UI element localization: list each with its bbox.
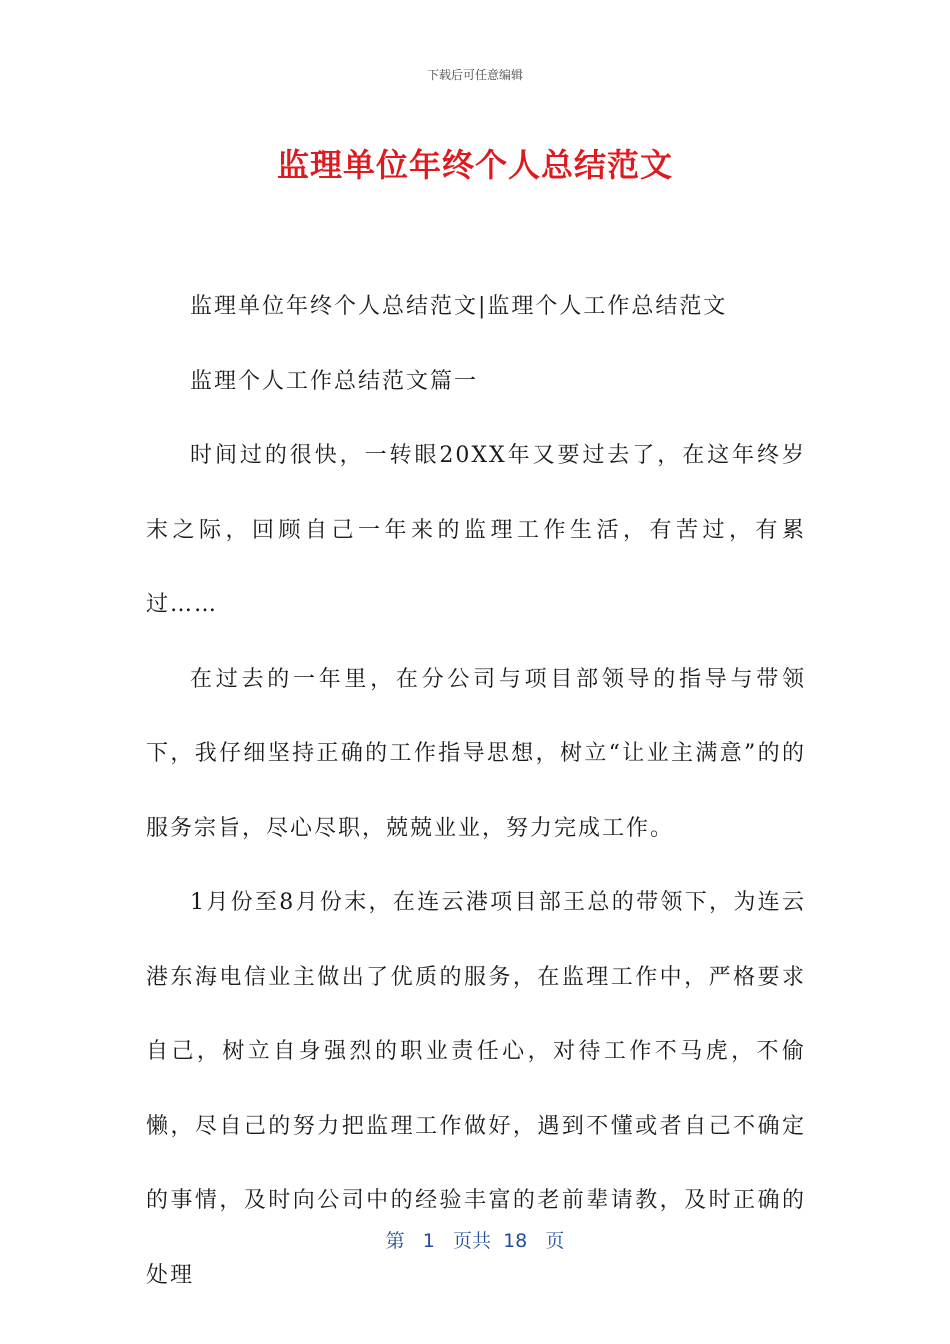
- page-label-prefix: 第: [385, 1230, 405, 1252]
- page-footer: [0, 1226, 950, 1253]
- current-page-number: 1: [422, 1230, 435, 1252]
- paragraph-work-details: 1月份至8月份末，在连云港项目部王总的带领下，为连云港东海电信业主做出了优质的服务，在监理工作中，严格要求自己，树立自身强烈的职业责任心，对待工作不马虎，不偷懒，尽自己的努力把监理工作做好，遇到不懂或者自己不确定的事情，及时向公司中的经验丰富的老前辈请教，及时正确的处理: [146, 890, 806, 1288]
- total-pages-number: 18: [503, 1230, 528, 1252]
- paragraph-intro: 时间过的很快，一转眼20XX年又要过去了，在这年终岁末之际，回顾自己一年来的监理工作生活，有苦过，有累过……: [146, 443, 806, 617]
- document-title: 监理单位年终个人总结范文: [276, 146, 673, 184]
- header-note: 下载后可任意编辑: [426, 68, 523, 82]
- paragraph-subtitle: 监理单位年终个人总结范文|监理个人工作总结范文: [190, 294, 728, 319]
- paragraph-overview: 在过去的一年里，在分公司与项目部领导的指导与带领下，我仔细坚持正确的工作指导思想，树立“让业主满意”的的服务宗旨，尽心尽职，兢兢业业，努力完成工作。: [146, 666, 806, 841]
- document-body: [146, 270, 806, 1313]
- paragraph-section-heading: 监理个人工作总结范文篇一: [190, 368, 479, 394]
- page-label-mid: 页共: [452, 1230, 491, 1252]
- page-label-suffix: 页: [545, 1230, 565, 1252]
